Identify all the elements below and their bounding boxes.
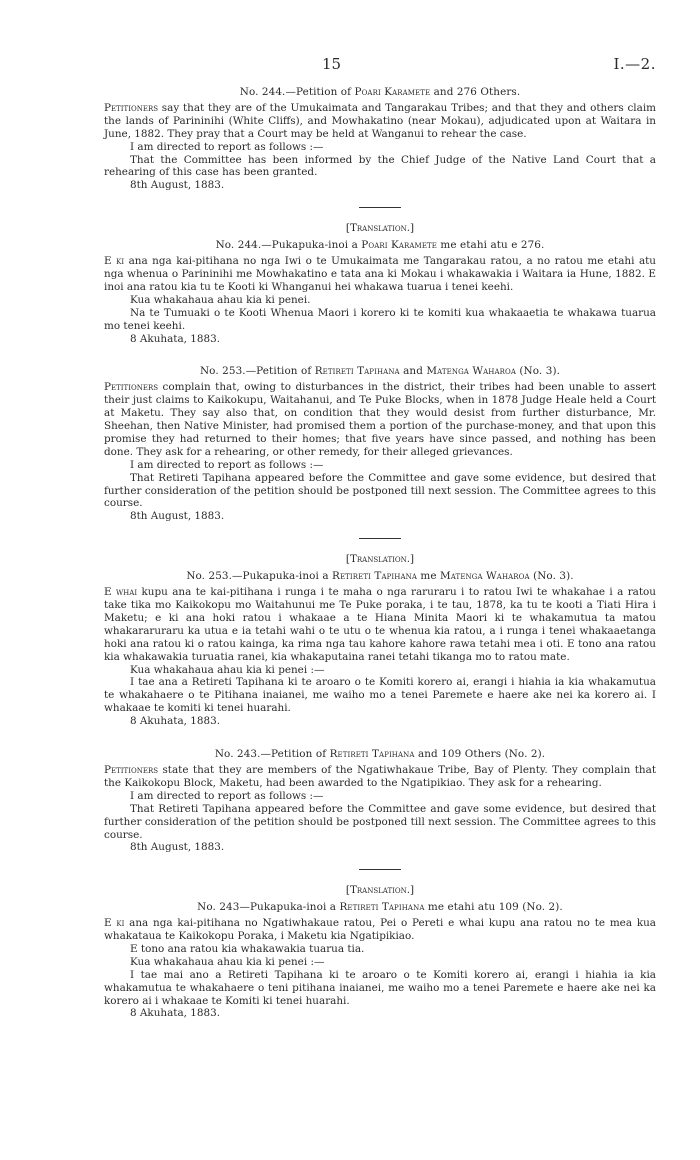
directed-line: Kua whakahaua ahau kia ki penei :— (130, 955, 325, 968)
committee-report: Na te Tumuaki o te Kooti Whenua Maori i korero ki te komiti kua whakaaetia te whakawa tuarua mo tenei keehi. (104, 306, 656, 332)
committee-report: I tae mai ano a Retireti Tapihana ki te aroaro o te Komiti korero ai, erangi i hiahia ia kia whakamutua te whakahaere o teni pitihana inaianei, me waiho mo a tenei Paremete e haere ake nei ka korero ai i whakaae te Komiti ki tenei huarahi. (104, 968, 656, 1007)
section-spacer (104, 728, 656, 748)
page-number: 15 (322, 55, 342, 73)
translation-label: [Translation.] (345, 553, 415, 566)
directed-line: Kua whakahaua ahau kia ki penei. (130, 293, 311, 306)
petition-heading: No. 243.—Petition of Retireti Tapihana and 109 Others (No. 2). (214, 748, 546, 761)
petition-body: E ki ana nga kai-pitihana no nga Iwi o te Umukaimata me Tangarakau ratou, a no ratou me etahi atu nga whenua o Parininihi me Mowhakatino e tata ana ki Mokau i whakawakia i Waitara ia Hune, 1882. E inoi ana ratou kia tu te Kooti ki Whanganui hei whakawa tuarua i tenei keehi. (104, 255, 657, 293)
petition-253-english (104, 365, 656, 523)
petition-request: E tono ana ratou kia whakawakia tuarua tia. (130, 942, 365, 955)
petition-243-translation (104, 884, 656, 1020)
petition-body: Petitioners state that they are members of the Ngatiwhakaue Tribe, Bay of Plenty. They complain that the Kaikokopu Block, Maketu, had been awarded to the Ngatipikiao. They ask for a rehearing. (104, 763, 656, 789)
petitioner-name-second: Matenga Waharoa (426, 365, 516, 378)
report-date: 8th August, 1883. (130, 179, 225, 192)
petition-heading: No. 253.—Pukapuka-inoi a Retireti Tapihana me Matenga Waharoa (No. 3). (186, 570, 574, 583)
petition-243-english (104, 748, 656, 854)
petition-244-english (104, 86, 656, 192)
petition-body: E ki ana nga kai-pitihana no Ngatiwhakaue ratou, Pei o Pereti e whai kupu ana ratou no te mea kua whakataua te Kaikokopu Poraka, i Maketu kia Ngatipikiao. (104, 917, 656, 943)
petitioner-name: Poari Karamete (361, 239, 438, 252)
petitioner-name: Retireti Tapihana (329, 748, 415, 761)
section-divider (359, 538, 401, 539)
petitioner-name: Poari Karamete (354, 86, 431, 98)
petition-heading: No. 244.—Petition of Poari Karamete and 276 Others. (239, 86, 521, 98)
committee-report: I tae ana a Retireti Tapihana ki te aroaro o te Komiti korero ai, erangi i hiahia ia kia whakamutua te whakahaere o te Pitihana inaianei, me waiho mo a tenei Paremete e haere ake nei ka korero ai. I whakaae te komiti ki tenei huarahi. (104, 676, 656, 715)
directed-line: Kua whakahaua ahau kia ki penei :— (130, 663, 325, 676)
petition-244-translation (104, 222, 656, 345)
report-date: 8th August, 1883. (130, 510, 225, 523)
directed-line: I am directed to report as follows :— (130, 458, 324, 471)
petition-heading: No. 244.—Pukapuka-inoi a Poari Karamete me etahi atu e 276. (215, 239, 545, 252)
petition-heading: No. 253.—Petition of Retireti Tapihana and Matenga Waharoa (No. 3). (199, 365, 560, 378)
directed-line: I am directed to report as follows :— (130, 140, 324, 153)
committee-report: That Retireti Tapihana appeared before the Committee and gave some evidence, but desired that further consideration of the petition should be postponed till next session. The Committee agrees to this course. (104, 802, 656, 841)
committee-report: That Retireti Tapihana appeared before the Committee and gave some evidence, but desired that further consideration of the petition should be postponed till next session. The Committee agrees to this course. (104, 471, 656, 510)
petition-253-translation (104, 553, 656, 728)
report-date: 8 Akuhata, 1883. (130, 332, 221, 345)
committee-report: That the Committee has been informed by the Chief Judge of the Native Land Court that a rehearing of this case has been granted. (104, 153, 656, 179)
report-date: 8th August, 1883. (130, 841, 225, 854)
petitioner-name: Retireti Tapihana (314, 365, 400, 378)
translation-label: [Translation.] (345, 884, 415, 897)
petitioner-name-second: Matenga Waharoa (440, 570, 530, 583)
directed-line: I am directed to report as follows :— (130, 789, 324, 802)
page-header (104, 55, 656, 86)
petition-heading: No. 243—Pukapuka-inoi a Retireti Tapihana me etahi atu 109 (No. 2). (197, 901, 563, 914)
section-spacer (104, 345, 656, 365)
report-date: 8 Akuhata, 1883. (130, 715, 221, 728)
report-date: 8 Akuhata, 1883. (130, 1007, 221, 1020)
section-divider (359, 869, 401, 870)
petitioner-name: Retireti Tapihana (339, 901, 425, 914)
petition-body: Petitioners say that they are of the Umukaimata and Tangarakau Tribes; and that they and others claim the lands of Parininihi (White Cliffs), and Mowhakatino (near Mokau), adjudicated upon at Waitara in June, 1882. They pray that a Court may be held at Wanganui to rehear the case. (104, 101, 656, 140)
petition-body: E whai kupu ana te kai-pitihana i runga i te maha o nga raruraru i to ratou Iwi te whakahae i a ratou take tika mo Kaikokopu mo Waitahunui me Te Puke poraka, i te tau, 1878, ka tu te kooti a Tiati Hira i Maketu; e ki ana hoki ratou i whakaae a te Hiana Minita Maori ki te whakamutua ta matou whakararuraru ka utua e ia tetahi wahi o te utu o te whenua kia ratou, a i runga i tenei whakaaetanga hoki ana ratou ki o ratou kainga, ka rima nga tau kahore kahore rawa tetahi mea i oti. E tono ana ratou kia whakawakia turuatia ranei, kia whakaputaina ranei tetahi tikanga mo to ratou mate. (104, 586, 656, 663)
document-reference: I.—2. (613, 55, 656, 73)
translation-label: [Translation.] (345, 222, 415, 235)
petition-body: Petitioners complain that, owing to disturbances in the district, their tribes had been unable to assert their just claims to Kaikokupu, Waitahanui, and Te Puke Blocks, when in 1878 Judge Heale held a Court at Maketu. They say also that, on condition that they would desist from further disturbance, Mr. Sheehan, then Native Minister, had promised them a portion of the purchase-money, and that upon this promise they had returned to their homes; that five years have since passed, and nothing has been done. They ask for a rehearing, or other remedy, for their alleged grievances. (104, 381, 656, 458)
section-divider (359, 207, 401, 208)
petitioner-name: Retireti Tapihana (332, 570, 418, 583)
